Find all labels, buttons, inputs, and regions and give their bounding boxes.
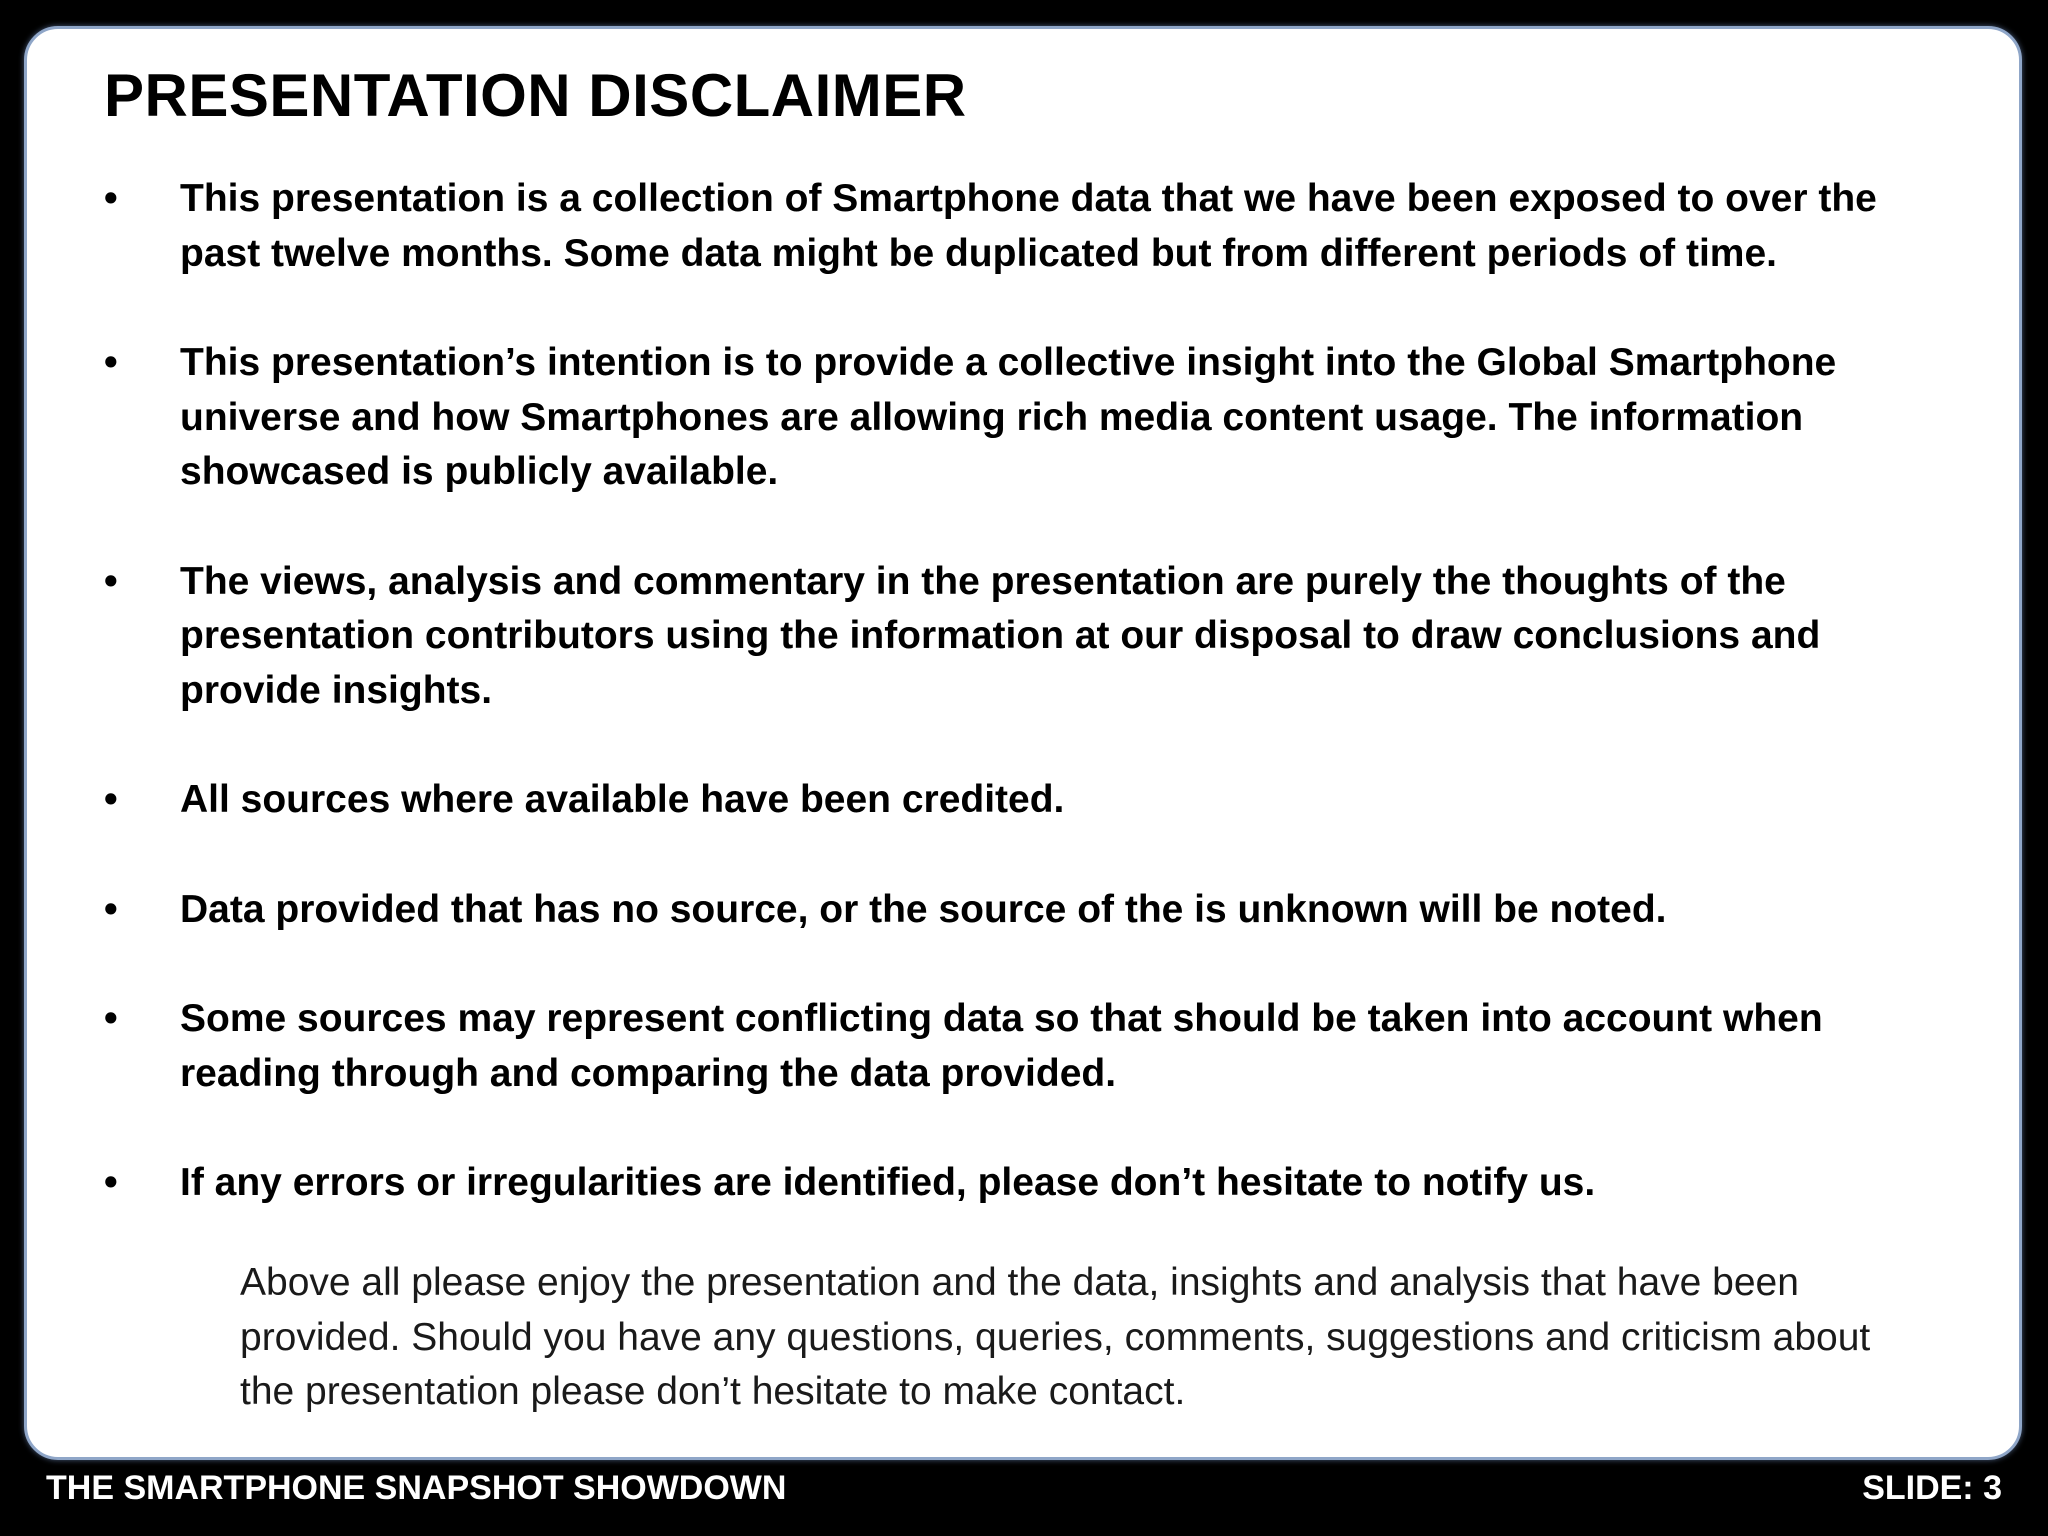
bullet-dot-icon: • — [104, 1161, 118, 1204]
bullet-item — [104, 172, 1944, 281]
bullet-dot-icon: • — [104, 778, 118, 821]
bullet-text: If any errors or irregularities are identified, please don’t hesitate to notify us. — [180, 1161, 1596, 1204]
bullet-item — [104, 773, 1944, 828]
footer-presentation-title: THE SMARTPHONE SNAPSHOT SHOWDOWN — [46, 1469, 787, 1507]
bullet-item — [104, 555, 1944, 719]
bullet-dot-icon: • — [104, 341, 118, 384]
bullet-dot-icon: • — [104, 177, 118, 220]
disclaimer-list — [104, 172, 1944, 1266]
bullet-item — [104, 992, 1944, 1101]
bullet-text: This presentation is a collection of Smartphone data that we have been exposed to over the past twelve months. Some data might be duplicated but from different periods of time. — [180, 177, 1877, 275]
bullet-dot-icon: • — [104, 559, 118, 603]
bullet-dot-icon: • — [104, 887, 118, 931]
bullet-dot-icon: • — [104, 997, 118, 1040]
bullet-text: Data provided that has no source, or the source of the is unknown will be noted. — [180, 887, 1667, 931]
bullet-text: Some sources may represent conflicting data so that should be taken into account when reading through and comparing the data provided. — [180, 997, 1823, 1095]
bullet-item — [104, 883, 1944, 938]
closing-paragraph: Above all please enjoy the presentation and the data, insights and analysis that have been provided. Should you have any questions, queries, comments, suggestions and criticism about the presentation please don’t hesitate to make contact. — [240, 1261, 1871, 1413]
bullet-item — [104, 1156, 1944, 1211]
footer-slide-number: SLIDE: 3 — [1862, 1469, 2002, 1507]
bullet-text: The views, analysis and commentary in the presentation are purely the thoughts of the presentation contributors using the information at our disposal to draw conclusions and provide insights. — [180, 559, 1821, 712]
bullet-text: This presentation’s intention is to provide a collective insight into the Global Smartphone universe and how Smartphones are allowing rich media content usage. The information showcased is publicly available. — [180, 341, 1837, 493]
slide-title: PRESENTATION DISCLAIMER — [104, 62, 967, 129]
bullet-text: All sources where available have been credited. — [180, 778, 1065, 821]
bullet-item — [104, 336, 1944, 500]
